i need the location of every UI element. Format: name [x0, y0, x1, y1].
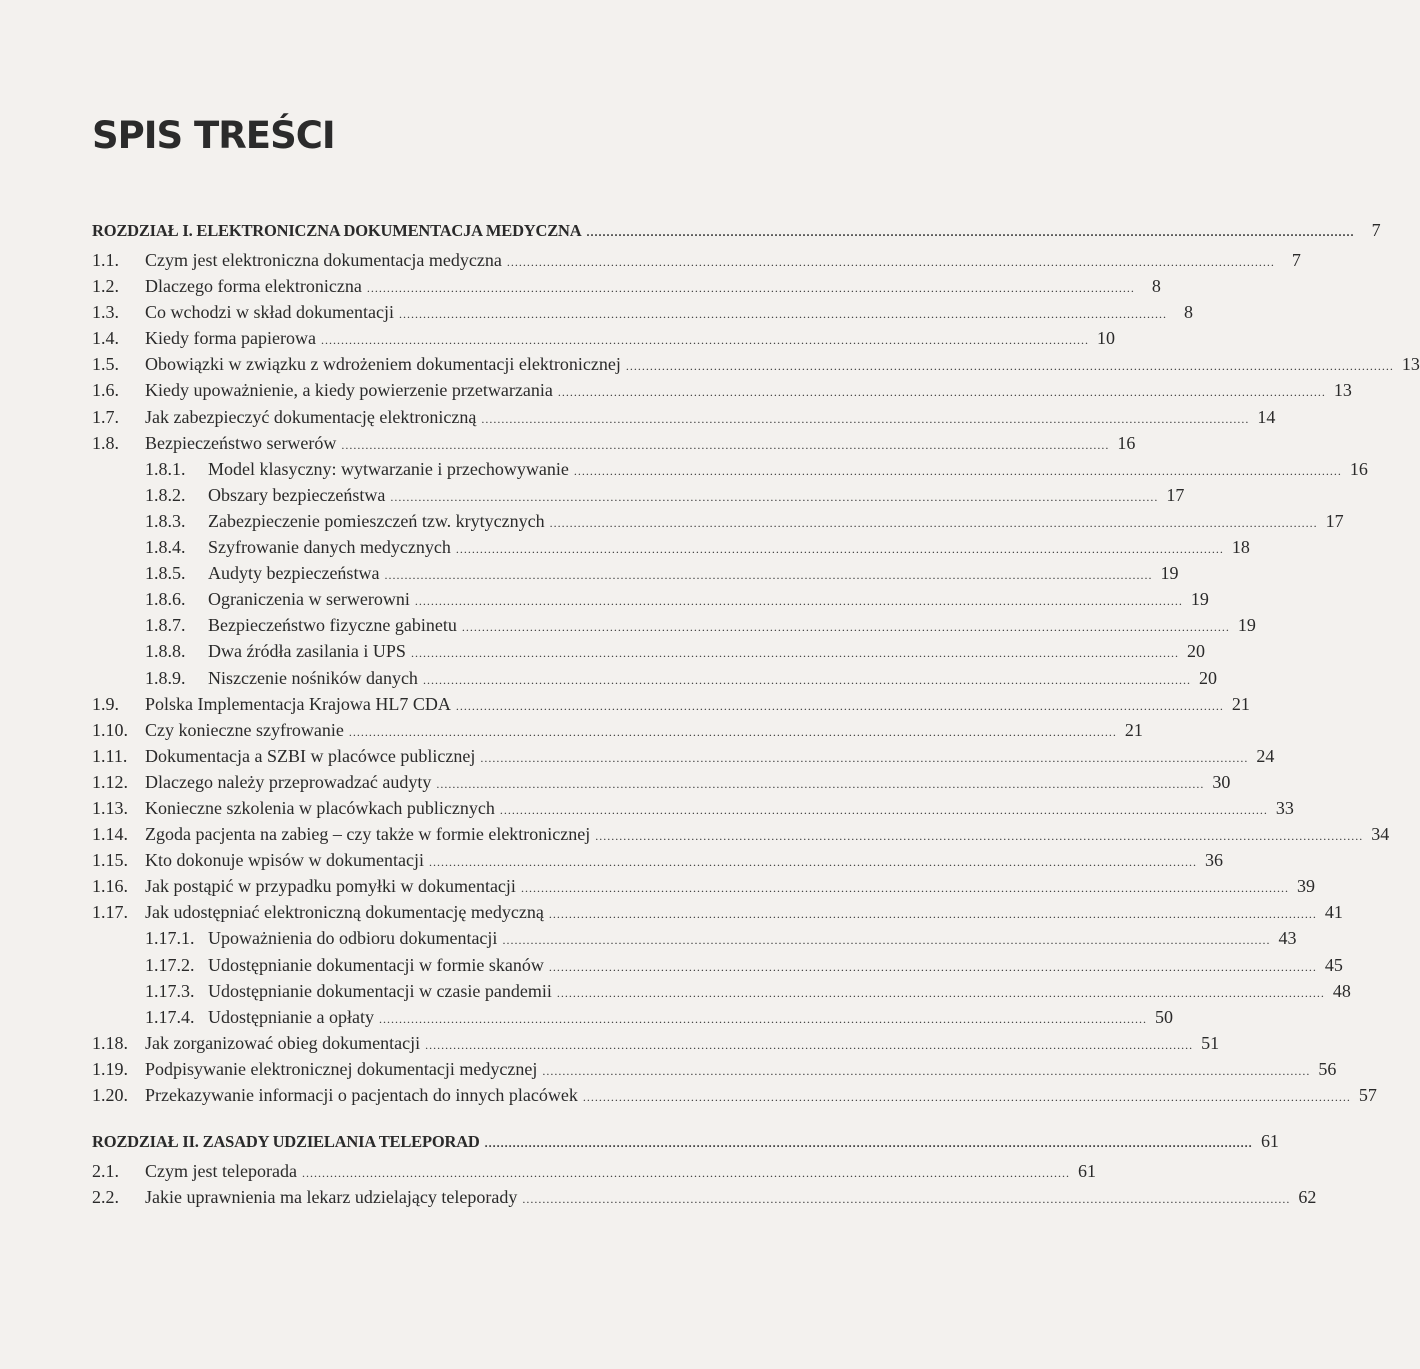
toc-entry-title: Kto dokonuje wpisów w dokumentacji: [145, 850, 424, 871]
toc-entry-number: 1.16.: [92, 876, 128, 897]
toc-entry-number: 1.6.: [92, 380, 119, 401]
dot-leader: [425, 1038, 1193, 1053]
toc-entry-title: Udostępnianie a opłaty: [208, 1006, 374, 1027]
toc-entry-number: 1.12.: [92, 771, 128, 792]
toc-section-entry: [92, 302, 1193, 328]
dot-leader: [558, 385, 1326, 400]
dot-leader: [485, 1136, 1253, 1151]
toc-subsection-entry: [92, 458, 1368, 485]
toc-section-entry: [92, 876, 1315, 902]
dot-leader: [521, 881, 1289, 896]
toc-entry-title: Zabezpieczenie pomieszczeń tzw. krytycznych: [208, 510, 545, 531]
dot-leader: [379, 1012, 1147, 1027]
dot-leader: [626, 359, 1394, 374]
toc-entry-number: 1.17.3.: [145, 980, 195, 1001]
toc-subsection-entry: [92, 954, 1343, 981]
dot-leader: [586, 225, 1354, 240]
dot-leader: [500, 803, 1268, 818]
toc-section-entry: [92, 1161, 1096, 1187]
toc-entry-page-number: 7: [1291, 250, 1301, 270]
toc-entry-page-number: 19: [1160, 563, 1179, 584]
toc-entry-page-number: 16: [1117, 432, 1136, 453]
toc-entry-page-number: 20: [1198, 667, 1217, 688]
toc-entry-number: 2.1.: [92, 1161, 119, 1182]
toc-section-entry: [92, 276, 1161, 302]
toc-entry-title: Podpisywanie elektronicznej dokumentacji medycznej: [145, 1058, 538, 1079]
toc-entry-page-number: 8: [1151, 276, 1161, 297]
toc-entry-page-number: 30: [1212, 771, 1231, 792]
toc-subsection-entry: [92, 980, 1351, 1007]
toc-entry-page-number: 39: [1296, 876, 1315, 897]
toc-entry-page-number: 34: [1371, 824, 1390, 845]
dot-leader: [502, 933, 1270, 948]
toc-entry-page-number: 50: [1154, 1006, 1173, 1027]
toc-entry-number: 1.20.: [92, 1085, 128, 1105]
toc-entry-page-number: 48: [1332, 980, 1351, 1001]
toc-entry-title: Kiedy upoważnienie, a kiedy powierzenie przetwarzania: [145, 380, 553, 401]
dot-leader: [429, 855, 1197, 870]
toc-entry-number: 1.8.8.: [145, 641, 186, 662]
dot-leader: [411, 646, 1179, 661]
toc-entry-title: Konieczne szkolenia w placówkach publicznych: [145, 797, 495, 818]
toc-entry-title: Czym jest elektroniczna dokumentacja medyczna: [145, 250, 502, 270]
dot-leader: [415, 594, 1183, 609]
toc-entry-title: Upoważnienia do odbioru dokumentacji: [208, 928, 498, 949]
toc-section-entry: [92, 380, 1352, 406]
toc-entry-page-number: 61: [1261, 1131, 1279, 1152]
toc-entry-page-number: 7: [1371, 220, 1381, 240]
toc-entry-page-number: 17: [1166, 484, 1185, 505]
toc-entry-title: Kiedy forma papierowa: [145, 328, 316, 349]
toc-chapter-entry: [92, 220, 1381, 250]
toc-entry-title: Audyty bezpieczeństwa: [208, 563, 380, 584]
toc-entry-page-number: 36: [1204, 850, 1223, 871]
toc-entry-page-number: 33: [1275, 797, 1294, 818]
dot-leader: [423, 673, 1191, 688]
toc-entry-title: Czym jest teleporada: [145, 1161, 297, 1182]
toc-entry-number: 1.8.6.: [145, 589, 186, 610]
toc-entry-page-number: 43: [1278, 928, 1297, 949]
dot-leader: [462, 620, 1230, 635]
dot-leader: [481, 412, 1249, 427]
toc-section-entry: [92, 1058, 1337, 1085]
toc-subsection-entry: [92, 667, 1217, 694]
toc-entry-title: Bezpieczeństwo fizyczne gabinetu: [208, 615, 457, 636]
toc-entry-number: 1.8.3.: [145, 510, 186, 531]
toc-section-entry: [92, 432, 1136, 459]
toc-entry-title: Obowiązki w związku z wdrożeniem dokumentacji elektronicznej: [145, 354, 621, 375]
toc-subsection-entry: [92, 510, 1344, 537]
toc-entry-title: Szyfrowanie danych medycznych: [208, 537, 451, 558]
toc-entry-number: 1.3.: [92, 302, 119, 323]
toc-section-entry: [92, 693, 1250, 720]
dot-leader: [384, 568, 1152, 583]
toc-section-entry: [92, 771, 1231, 798]
toc-subsection-entry: [92, 484, 1185, 511]
toc-entry-title: Jak zabezpieczyć dokumentację elektroniczną: [145, 406, 477, 427]
toc-section-entry: [92, 250, 1301, 276]
toc-entry-number: 1.17.4.: [145, 1006, 195, 1027]
toc-entry-page-number: 17: [1325, 510, 1344, 531]
toc-entry-title: Jak postąpić w przypadku pomyłki w dokumentacji: [145, 876, 516, 897]
toc-section-entry: [92, 1187, 1317, 1213]
toc-entry-number: 1.5.: [92, 354, 119, 375]
dot-leader: [550, 516, 1318, 531]
toc-entry-number: 1.8.: [92, 432, 119, 453]
dot-leader: [522, 1192, 1290, 1207]
toc-section-entry: [92, 824, 1390, 850]
toc-entry-title: Dokumentacja a SZBI w placówce publicznej: [145, 745, 476, 766]
dot-leader: [456, 699, 1224, 714]
dot-leader: [321, 333, 1089, 348]
toc-entry-number: 1.8.5.: [145, 563, 186, 584]
toc-entry-title: Udostępnianie dokumentacji w czasie pandemii: [208, 980, 552, 1001]
toc-section-entry: [92, 1032, 1220, 1059]
toc-entry-number: 1.11.: [92, 745, 128, 766]
toc-entry-title: Zgoda pacjenta na zabieg – czy także w formie elektronicznej: [145, 824, 591, 845]
toc-subsection-entry: [92, 589, 1209, 615]
toc-entry-title: Obszary bezpieczeństwa: [208, 484, 386, 505]
toc-section-entry: [92, 745, 1275, 772]
toc-entry-number: 1.8.9.: [145, 667, 186, 688]
toc-entry-title: Niszczenie nośników danych: [208, 667, 418, 688]
toc-subsection-entry: [92, 641, 1205, 667]
toc-section-entry: [92, 719, 1143, 746]
toc-section-entry: [92, 797, 1294, 824]
dot-leader: [549, 960, 1317, 975]
toc-entry-title: Dwa źródła zasilania i UPS: [208, 641, 406, 662]
toc-entry-number: 1.10.: [92, 719, 128, 740]
toc-section-entry: [92, 1085, 1377, 1111]
toc-entry-page-number: 57: [1358, 1085, 1377, 1105]
toc-entry-title: Polska Implementacja Krajowa HL7 CDA: [145, 693, 451, 714]
toc-entry-number: 1.8.2.: [145, 484, 186, 505]
toc-entry-number: 1.17.1.: [145, 928, 195, 949]
dot-leader: [302, 1166, 1070, 1181]
toc-entry-number: 1.18.: [92, 1032, 128, 1053]
dot-leader: [367, 281, 1135, 296]
dot-leader: [341, 438, 1109, 453]
toc-entry-page-number: 51: [1201, 1032, 1220, 1053]
toc-entry-number: 1.7.: [92, 406, 119, 427]
toc-entry-page-number: 20: [1186, 641, 1205, 662]
toc-section-entry: [92, 328, 1115, 354]
toc-entry-title: Jak udostępniać elektroniczną dokumentację medyczną: [145, 902, 544, 923]
toc-entry-number: 1.4.: [92, 328, 119, 349]
table-of-contents: [92, 220, 1420, 1213]
dot-leader: [480, 751, 1248, 766]
toc-section-entry: [92, 406, 1276, 433]
dot-leader: [542, 1064, 1310, 1079]
toc-entry-title: Ograniczenia w serwerowni: [208, 589, 410, 610]
toc-entry-title: Jakie uprawnienia ma lekarz udzielający teleporady: [145, 1187, 518, 1208]
dot-leader: [399, 307, 1167, 322]
toc-entry-number: 1.15.: [92, 850, 128, 871]
toc-entry-page-number: 13: [1401, 354, 1420, 375]
toc-entry-page-number: 19: [1190, 589, 1209, 610]
dot-leader: [456, 542, 1224, 557]
toc-entry-title: Przekazywanie informacji o pacjentach do innych placówek: [145, 1085, 578, 1105]
toc-entry-page-number: 45: [1324, 954, 1343, 975]
toc-entry-page-number: 21: [1124, 719, 1143, 740]
toc-entry-number: 1.8.1.: [145, 458, 186, 479]
toc-subsection-entry: [92, 537, 1250, 563]
toc-entry-number: 1.13.: [92, 797, 128, 818]
dot-leader: [349, 725, 1117, 740]
toc-entry-number: 1.17.2.: [145, 954, 195, 975]
toc-entry-page-number: 13: [1333, 380, 1352, 401]
toc-subsection-entry: [92, 928, 1297, 954]
toc-entry-title: Co wchodzi w skład dokumentacji: [145, 302, 394, 323]
page-title: SPIS TREŚCI: [92, 114, 335, 157]
dot-leader: [436, 777, 1204, 792]
dot-leader: [549, 907, 1317, 922]
toc-entry-page-number: 21: [1231, 693, 1250, 714]
toc-section-entry: [92, 354, 1420, 380]
toc-entry-number: 1.8.7.: [145, 615, 186, 636]
toc-entry-number: 1.9.: [92, 693, 119, 714]
toc-entry-title: Udostępnianie dokumentacji w formie skanów: [208, 954, 544, 975]
toc-entry-number: 2.2.: [92, 1187, 119, 1208]
toc-entry-title: Model klasyczny: wytwarzanie i przechowywanie: [208, 458, 569, 479]
toc-entry-page-number: 62: [1298, 1187, 1317, 1208]
dot-leader: [507, 255, 1275, 270]
toc-entry-page-number: 41: [1324, 902, 1343, 923]
toc-entry-number: 1.8.4.: [145, 537, 186, 558]
toc-subsection-entry: [92, 563, 1179, 589]
toc-entry-title: Dlaczego forma elektroniczna: [145, 276, 362, 297]
toc-chapter-entry: [92, 1131, 1279, 1161]
toc-entry-number: 1.19.: [92, 1058, 128, 1079]
toc-entry-title: Dlaczego należy przeprowadzać audyty: [145, 771, 432, 792]
dot-leader: [583, 1090, 1351, 1105]
toc-entry-title: Bezpieczeństwo serwerów: [145, 432, 337, 453]
toc-section-entry: [92, 902, 1343, 928]
dot-leader: [595, 829, 1363, 844]
toc-entry-title: ROZDZIAŁ II. ZASADY UDZIELANIA TELEPORAD: [92, 1132, 480, 1152]
dot-leader: [390, 490, 1158, 505]
toc-section-entry: [92, 850, 1223, 876]
toc-entry-title: Czy konieczne szyfrowanie: [145, 719, 344, 740]
toc-entry-number: 1.14.: [92, 824, 128, 845]
toc-entry-page-number: 14: [1257, 406, 1276, 427]
toc-entry-page-number: 61: [1077, 1161, 1096, 1182]
toc-entry-number: 1.2.: [92, 276, 119, 297]
dot-leader: [557, 986, 1325, 1001]
toc-entry-page-number: 18: [1231, 537, 1250, 558]
toc-entry-page-number: 56: [1318, 1058, 1337, 1079]
toc-entry-title: Jak zorganizować obieg dokumentacji: [145, 1032, 421, 1053]
toc-entry-title: ROZDZIAŁ I. ELEKTRONICZNA DOKUMENTACJA MEDYCZNA: [92, 221, 582, 240]
dot-leader: [574, 464, 1342, 479]
toc-entry-page-number: 8: [1183, 302, 1193, 323]
toc-entry-page-number: 19: [1237, 615, 1256, 636]
toc-entry-page-number: 10: [1096, 328, 1115, 349]
toc-entry-number: 1.17.: [92, 902, 128, 923]
toc-entry-number: 1.1.: [92, 250, 119, 270]
toc-entry-page-number: 16: [1349, 458, 1368, 479]
toc-subsection-entry: [92, 615, 1256, 641]
toc-entry-page-number: 24: [1256, 745, 1275, 766]
toc-subsection-entry: [92, 1006, 1173, 1033]
